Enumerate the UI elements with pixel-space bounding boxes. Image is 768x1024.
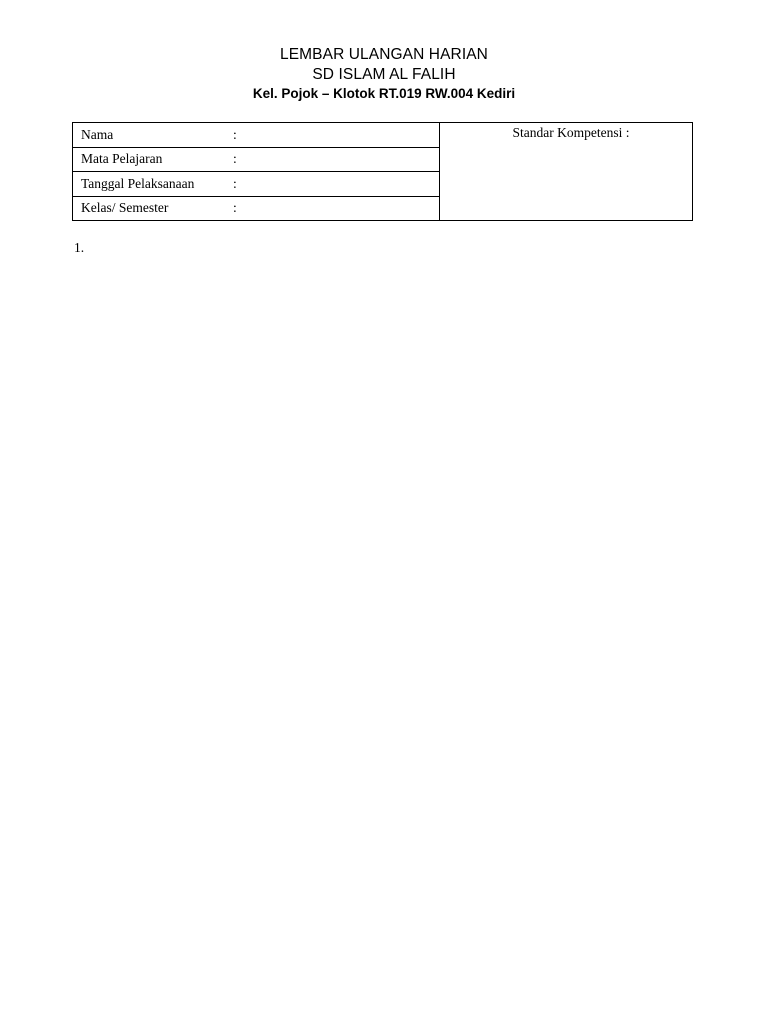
document-title: LEMBAR ULANGAN HARIAN — [280, 46, 488, 63]
row-tanggal-pelaksanaan — [73, 172, 439, 197]
row-mata-pelajaran — [73, 148, 439, 173]
row-nama — [73, 123, 439, 148]
standar-kompetensi-label: Standar Kompetensi : — [512, 125, 630, 140]
school-name: SD ISLAM AL FALIH — [312, 66, 456, 83]
question-number: 1. — [74, 240, 85, 255]
row-kelas-semester — [73, 197, 439, 221]
row-colon: : — [233, 175, 237, 191]
row-colon: : — [233, 200, 237, 216]
row-label: Nama — [81, 126, 114, 142]
row-label: Tanggal Pelaksanaan — [81, 175, 195, 191]
row-colon: : — [233, 151, 237, 167]
row-label: Mata Pelajaran — [81, 151, 163, 167]
standar-kompetensi-cell — [440, 123, 692, 220]
school-address: Kel. Pojok – Klotok RT.019 RW.004 Kediri — [252, 86, 516, 101]
student-info-table — [72, 122, 693, 221]
row-colon: : — [233, 126, 237, 142]
row-label: Kelas/ Semester — [81, 200, 169, 216]
student-info-fields — [73, 123, 440, 220]
